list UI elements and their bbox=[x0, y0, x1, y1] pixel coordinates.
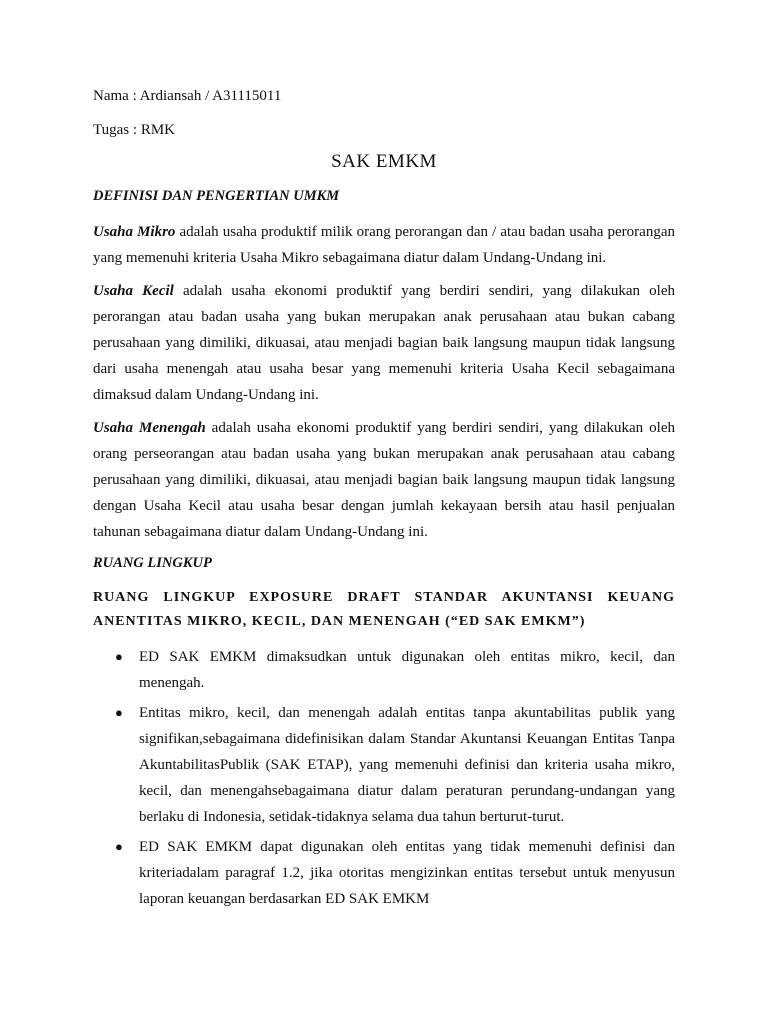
name-label: Nama bbox=[93, 88, 129, 104]
subheading-line-2: ANENTITAS MIKRO, KECIL, DAN MENENGAH (“ED SAK EMKM”) bbox=[93, 614, 586, 629]
document-title: SAK EMKM bbox=[331, 151, 437, 172]
bullet-icon: ● bbox=[115, 839, 123, 854]
term-usaha-mikro: Usaha Mikro bbox=[93, 224, 176, 240]
task-label: Tugas bbox=[93, 122, 130, 138]
list-item-text: ED SAK EMKM dimaksudkan untuk digunakan oleh entitas mikro, kecil, dan menengah. bbox=[139, 649, 675, 691]
list-item bbox=[93, 834, 675, 912]
bullet-icon: ● bbox=[115, 705, 123, 720]
definition-usaha-menengah: adalah usaha ekonomi produktif yang berdiri sendiri, yang dilakukan oleh orang perseorangan atau badan usaha yang bukan merupakan anak perusahaan atau cabang perusahaan yang dimiliki, dikuasai, atau menjadi bagian baik langsung maupun tidak langsung dengan Usaha Kecil atau usaha besar dengan jumlah kekayaan bersih atau hasil penjualan tahunan sebagaimana diatur dalam Undang-Undang ini. bbox=[93, 420, 675, 540]
name-separator: : bbox=[128, 88, 140, 104]
name-line bbox=[93, 86, 675, 106]
definition-usaha-kecil: adalah usaha ekonomi produktif yang berdiri sendiri, yang dilakukan oleh perorangan atau badan usaha yang bukan merupakan anak perusahaan atau bukan cabang perusahaan yang dimiliki, dikuasai, atau menjadi bagian baik langsung maupun tidak langsung dari usaha menengah atau usaha besar yang memenuhi kriteria Usaha Kecil sebagaimana dimaksud dalam Undang-Undang ini. bbox=[93, 283, 675, 403]
section-heading-definisi: DEFINISI DAN PENGERTIAN UMKM bbox=[93, 188, 340, 204]
paragraph-usaha-menengah bbox=[93, 415, 675, 545]
bullet-icon: ● bbox=[115, 649, 123, 664]
list-item-text: Entitas mikro, kecil, dan menengah adalah entitas tanpa akuntabilitas publik yang signifikan,sebagaimana didefinisikan dalam Standar Akuntansi Keuangan Entitas Tanpa AkuntabilitasPublik (SAK ETAP), yang memenuhi definisi dan kriteria usaha mikro, kecil, dan menengahsebagaimana diatur dalam peraturan perundang-undangan yang berlaku di Indonesia, setidak-tidaknya selama dua tahun berturut-turut. bbox=[139, 705, 675, 825]
bullet-list bbox=[93, 644, 675, 912]
term-usaha-menengah: Usaha Menengah bbox=[93, 420, 206, 436]
name-value: Ardiansah / A31115011 bbox=[139, 88, 282, 104]
term-usaha-kecil: Usaha Kecil bbox=[93, 283, 174, 299]
task-line bbox=[93, 120, 675, 140]
list-item bbox=[93, 700, 675, 830]
list-item bbox=[93, 644, 675, 696]
task-separator: : bbox=[129, 122, 141, 138]
task-value: RMK bbox=[140, 122, 175, 138]
definition-usaha-mikro: adalah usaha produktif milik orang perorangan dan / atau badan usaha perorangan yang memenuhi kriteria Usaha Mikro sebagaimana diatur dalam Undang-Undang ini. bbox=[93, 224, 675, 266]
subheading-exposure-draft bbox=[93, 586, 675, 634]
list-item-text: ED SAK EMKM dapat digunakan oleh entitas yang tidak memenuhi definisi dan kriteriadalam paragraf 1.2, jika otoritas mengizinkan entitas tersebut untuk menyusun laporan keuangan berdasarkan ED SAK EMKM bbox=[139, 839, 675, 907]
subheading-line-1: RUANG LINGKUP EXPOSURE DRAFT STANDAR AKUNTANSI KEUANG bbox=[93, 590, 675, 605]
paragraph-usaha-kecil bbox=[93, 278, 675, 408]
paragraph-usaha-mikro bbox=[93, 219, 675, 271]
section-heading-ruang-lingkup: RUANG LINGKUP bbox=[93, 555, 212, 571]
